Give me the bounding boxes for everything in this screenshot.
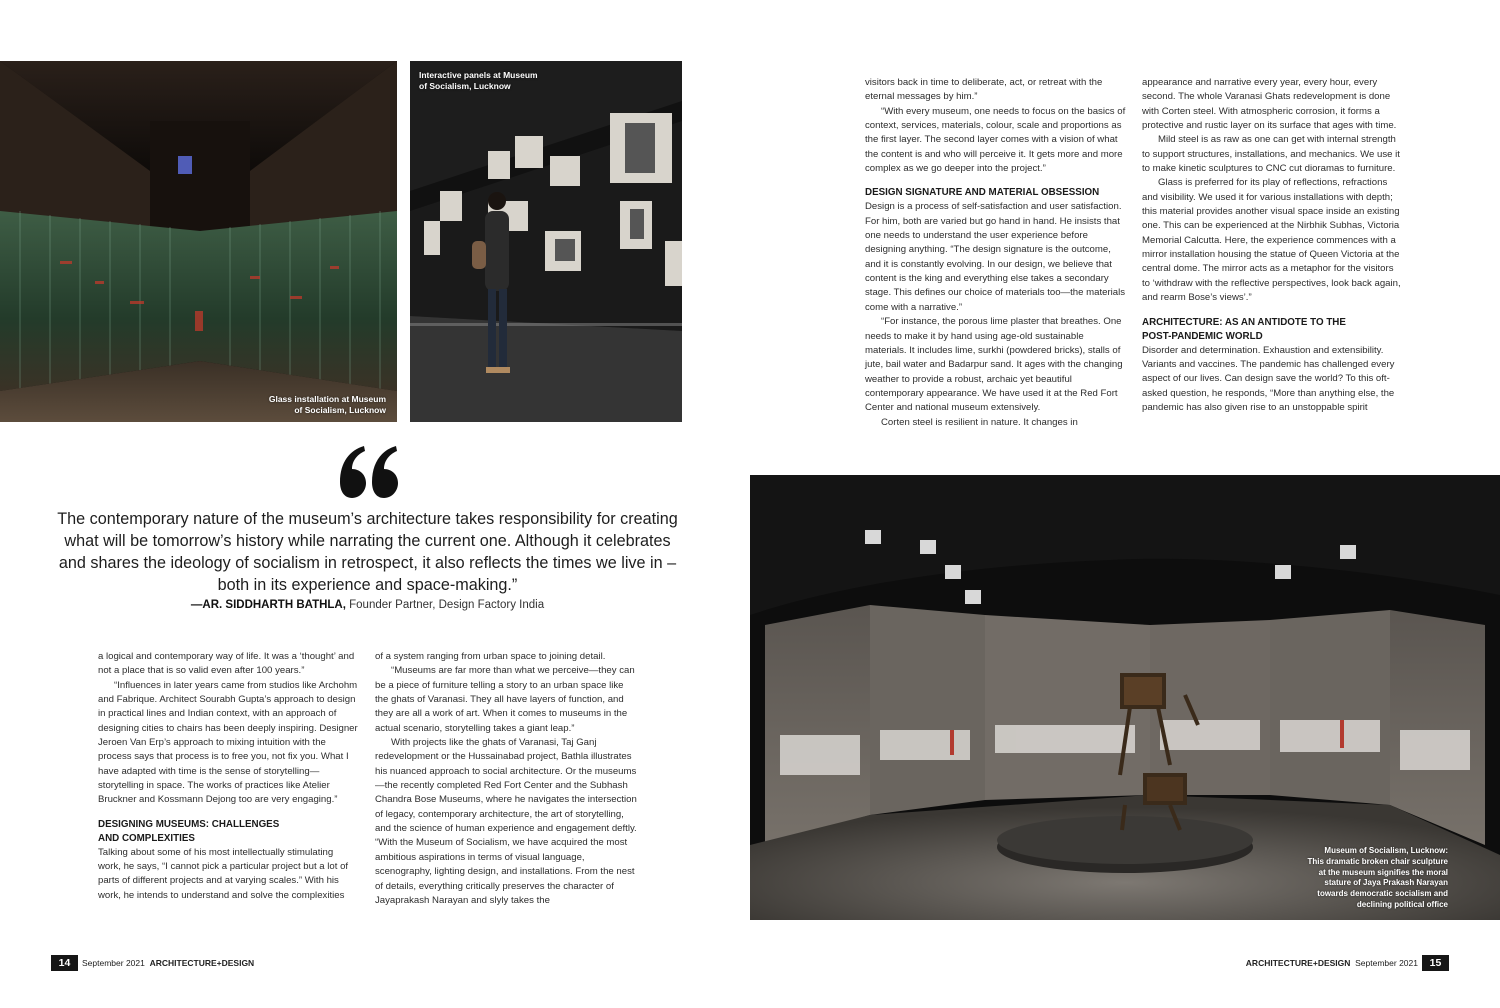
footer-magazine-name: ARCHITECTURE+DESIGN [1245,958,1351,968]
paragraph: “For instance, the porous lime plaster that breathes. One needs to make it by hand using age-old sustainable materials. It includes lime, surkhi (powdered bricks), stalls of jute, bail water and Badarpur sand. It ages with the changing weather to provide a robust, archaic yet beautiful contemporary appearance. We have used it at the Red Fort Center and national museum extensively. [865,316,1123,414]
footer-magazine-name: ARCHITECTURE+DESIGN [149,958,255,968]
caption-line: Interactive panels at Museum [419,70,538,80]
right-page-column-1 [865,76,1127,430]
paragraph: Disorder and determination. Exhaustion and extensibility. Variants and vaccines. The pandemic has challenged every aspect of our lives. Can design save the world? To this oft-asked question, he responds, “More than anything else, the pandemic has also given rise to an unstoppable spirit [1142,344,1395,413]
photo-glass-installation [0,61,397,422]
pull-quote-attribution [50,599,685,611]
paragraph: a logical and contemporary way of life. It was a ‘thought’ and not a place that is so valid even after 100 years.” [98,651,355,677]
pull-quote-text: The contemporary nature of the museum’s architecture takes responsibility for creating what will be tomorrow’s history while narrating the current one. Although it celebrates and shares the ideology of socialism in retrospect, it also reflects the times we live in – both in its experience and space-making.” [57,510,678,594]
left-footer [82,955,254,971]
paragraph: Talking about some of his most intellectually stimulating work, he says, “I cannot pick a particular project but a lot of parts of different projects and at varying scales.” With his work, he intends to understand and solve the complexities [98,846,349,901]
caption-line: towards democratic socialism and [1317,889,1448,899]
right-page-column-2 [1142,76,1404,415]
paragraph: With projects like the ghats of Varanasi, Taj Ganj redevelopment or the Hussainabad project, Bathla illustrates his nuanced approach to social architecture. Or the museums—the recently completed Red Fort Center and the Subhash Chandra Bose Museums, where he navigates the intersection of legacy, contemporary architecture, the art of storytelling, and the science of human experience and engagement deftly. “With the Museum of Socialism, we have acquired the most ambitious aspirations in terms of visual language, scenography, lighting design, and installations. From the nest of details, everything critically preserves the character of Jayaprakash Narayan and slyly takes the [375,737,637,906]
caption-line: This dramatic broken chair sculpture [1307,856,1448,866]
caption-line: stature of Jaya Prakash Narayan [1324,878,1448,888]
paragraph: “With every museum, one needs to focus on the basics of context, services, materials, colour, scale and proportions as the first layer. The second layer comes with a vision of what the content is and who will perceive it. It gets more and more complex as we go deeper into the project.” [865,105,1126,175]
quote-author-role: Founder Partner, Design Factory India [345,599,545,611]
heading-line: ARCHITECTURE: AS AN ANTIDOTE TO THE [1142,316,1346,328]
heading-line: DESIGNING MUSEUMS: CHALLENGES [98,818,280,830]
paragraph: Mild steel is as raw as one can get with internal strength to support structures, installations, and mechanics. We use it to make kinetic sculptures to CNC cut dioramas to furniture. [1142,134,1400,175]
broken-chair-caption [1308,846,1448,911]
heading-line: POST-PANDEMIC WORLD [1142,330,1263,342]
section-heading [98,818,358,846]
caption-line: Museum of Socialism, Lucknow: [1324,846,1448,855]
paragraph: of a system ranging from urban space to joining detail. [375,651,606,662]
interactive-panels-caption [419,70,538,92]
caption-line: Glass installation at Museum [268,394,386,404]
left-page-column-2 [375,650,637,908]
paragraph: Glass is preferred for its play of reflections, refractions and visibility. We used it for various installations with depth; this material provides another visual space inside an existing one. This can be experienced at the Nirbhik Subhas, Victoria Memorial Calcutta. Here, the experience commences with a mirror installation housing the statue of Queen Victoria at the central dome. The mirror acts as a metaphor for the visitors to ‘withdraw with the reflective perspectives, look back again, and rearm Bose’s views’.” [1142,177,1401,304]
interactive-panels-image [410,61,682,422]
paragraph: Corten steel is resilient in nature. It changes in [881,416,1078,428]
right-page-number: 15 [1422,955,1449,971]
right-footer [1246,955,1418,971]
glass-installation-image [0,61,397,422]
section-heading: DESIGN SIGNATURE AND MATERIAL OBSESSION [865,187,1100,199]
left-page-column-1 [98,650,358,903]
section-heading [1142,316,1404,344]
caption-line: of Socialism, Lucknow [294,405,386,415]
paragraph: visitors back in time to deliberate, act, or retreat with the eternal messages by him.” [865,77,1103,103]
glass-installation-caption [269,394,386,416]
paragraph: “Influences in later years came from studios like Archohm and Fabrique. Architect Sourabh Gupta’s approach to design in practical lines and Indian context, with an approach of designing cities to chairs has been deeply inspiring. Designer Jeroen Van Erp’s approach to mixing intuition with the process says that process is to free you, not fix you. What I have adapted with time is the sense of storytelling—storytelling in space. The works of practices like Atelier Bruckner and Kossmann Dejong too are very engaging.” [98,679,358,806]
caption-line: declining political office [1356,899,1448,909]
heading-line: AND COMPLEXITIES [98,832,195,844]
footer-date: September 2021 [1355,958,1418,968]
caption-line: at the museum signifies the moral [1318,867,1448,877]
left-page-number: 14 [51,955,78,971]
paragraph: appearance and narrative every year, every hour, every second. The whole Varanasi Ghats redevelopment is done with Corten steel. With atmospheric corrosion, it forms a protective and rustic layer on its surface that ages with time. [1142,77,1397,132]
paragraph: Design is a process of self-satisfaction and user satisfaction. For him, both are varied but go hand in hand. He insists that one needs to understand the user experience before designing anything. “The design signature is the outcome, and it is constantly evolving. In our design, we believe that content is the king and everything else takes a secondary stage. This defines our choice of materials too—the materials come with a narrative.” [865,201,1126,313]
photo-interactive-panels [410,61,682,422]
photo-broken-chair-sculpture [750,475,1500,920]
quote-mark-icon [336,440,402,504]
caption-line: of Socialism, Lucknow [419,81,511,91]
paragraph: “Museums are far more than what we perceive—they can be a piece of furniture telling a story to an urban space like the ghats of Varanasi. They all have layers of function, and they are all a work of art. When it comes to museums in the actual scenario, storytelling takes a giant leap.” [375,665,635,734]
quote-author: —AR. SIDDHARTH BATHLA, [190,599,346,611]
footer-date: September 2021 [82,958,145,968]
